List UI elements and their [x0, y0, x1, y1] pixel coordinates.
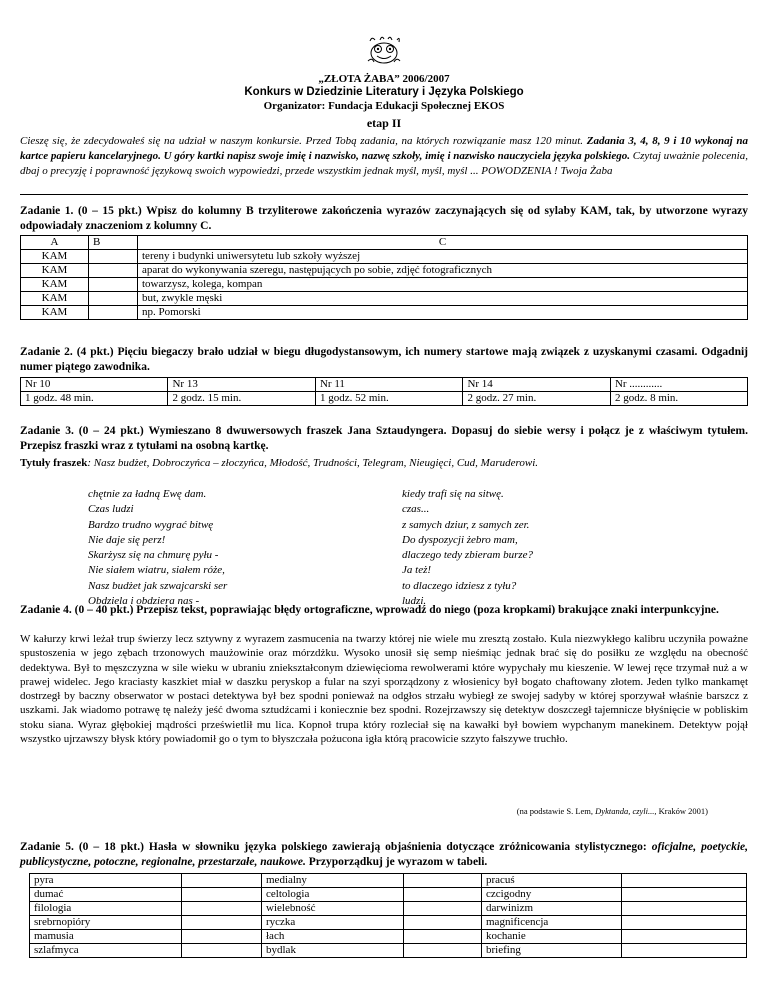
table-row: KAM aparat do wykonywania szeregu, następujących po sobie, zdjęć fotograficznych	[21, 264, 748, 278]
intro-text: Cieszę się, że zdecydowałeś się na udział w naszym konkursie. Przed Tobą zadania, na których rozwiązanie masz 120 minut. Zadania 3, 4, 8, 9 i 10 wykonaj na kartce papieru kancelaryjnego. U góry kartki napisz swoje imię i nazwisko, nazwę szkoły, imię i nazwisko nauczyciela języka polskiego. Czytaj uważnie polecenia, dbaj o precyzję i poprawność językową swoich wypowiedzi, przede wszystkim jednak myśl, myśl, myśl ... POWODZENIA ! Twoja Żaba	[20, 135, 748, 177]
answer-cell[interactable]	[182, 902, 262, 916]
list-item: kiedy trafi się na sitwę.	[402, 488, 504, 500]
list-item: Ja też!	[402, 564, 432, 577]
answer-cell[interactable]	[622, 888, 747, 902]
list-item: Skarżysz się na chmurę pyłu -	[88, 549, 219, 562]
table-row: filologia wielebność darwinizm	[30, 902, 747, 916]
col-c-header: C	[138, 236, 748, 250]
contest-subtitle: Konkurs w Dziedzinie Literatury i Języka Polskiego	[244, 86, 524, 98]
task5-table	[29, 873, 747, 958]
answer-cell[interactable]: Nr ............	[610, 378, 747, 392]
task1-table	[20, 235, 748, 320]
list-item: to dlaczego idziesz z tyłu?	[402, 579, 517, 592]
list-item: dlaczego tedy zbieram burze?	[402, 549, 534, 562]
answer-cell[interactable]	[404, 902, 482, 916]
frog-logo-icon	[362, 35, 406, 67]
contest-name: „ZŁOTA ŻABA” 2006/2007	[318, 73, 450, 85]
table-row: KAM but, zwykle męski	[21, 292, 748, 306]
answer-cell[interactable]	[404, 916, 482, 930]
table-row: Nr 10 Nr 13 Nr 11 Nr 14 Nr ............	[21, 378, 748, 392]
answer-cell[interactable]	[404, 888, 482, 902]
list-item: Nie siałem wiatru, siałem róże,	[88, 564, 225, 577]
list-item: Nasz budżet jak szwajcarski ser	[88, 579, 228, 592]
answer-cell[interactable]	[89, 292, 138, 306]
task4-heading: Zadanie 4. (0 – 40 pkt.) Przepisz tekst, poprawiając błędy ortograficzne, wprowadź do niego (poza kropkami) brakujące znaki interpunkcyjne.	[20, 604, 719, 616]
answer-cell[interactable]	[182, 930, 262, 944]
task4-source: (na podstawie S. Lem, Dyktanda, czyli..., Kraków 2001)	[516, 806, 708, 816]
answer-cell[interactable]	[182, 944, 262, 958]
list-item: Do dyspozycji żebro mam,	[402, 533, 518, 546]
task2-table	[20, 377, 748, 406]
answer-cell[interactable]	[622, 944, 747, 958]
table-row: KAM tereny i budynki uniwersytetu lub szkoły wyższej	[21, 250, 748, 264]
col-b-header: B	[89, 236, 138, 250]
list-item: Obdziela i obdziera nas -	[88, 595, 200, 608]
table-row: srebrnopióry ryczka magnificencja	[30, 916, 747, 930]
table-row: szlafmyca bydlak briefing	[30, 944, 747, 958]
answer-cell[interactable]	[89, 250, 138, 264]
list-item: Nie daje się perz!	[88, 533, 166, 546]
answer-cell[interactable]	[182, 916, 262, 930]
table-row: 1 godz. 48 min. 2 godz. 15 min. 1 godz. 52 min. 2 godz. 27 min. 2 godz. 8 min.	[21, 392, 748, 406]
task3-titles: Tytuły fraszek: Nasz budżet, Dobroczyńca – złoczyńca, Młodość, Trudności, Telegram, Nieugięci, Cud, Maruderowi.	[20, 457, 538, 469]
table-row: KAM towarzysz, kolega, kompan	[21, 278, 748, 292]
answer-cell[interactable]	[182, 888, 262, 902]
answer-cell[interactable]	[89, 278, 138, 292]
list-item: z samych dziur, z samych zer.	[402, 518, 530, 531]
organizer: Organizator: Fundacja Edukacji Społecznej EKOS	[263, 100, 505, 112]
list-item: chętnie za ładną Ewę dam.	[88, 488, 207, 500]
divider	[20, 194, 748, 195]
table-row: mamusia łach kochanie	[30, 930, 747, 944]
answer-cell[interactable]	[622, 902, 747, 916]
answer-cell[interactable]	[182, 874, 262, 888]
col-a-header: A	[21, 236, 89, 250]
list-item: ludzi.	[402, 595, 427, 608]
table-row: pyra medialny pracuś	[30, 874, 747, 888]
verses-right	[402, 487, 533, 609]
task2-heading: Zadanie 2. (4 pkt.) Pięciu biegaczy brało udział w biegu długodystansowym, ich numery startowe mają związek z uzyskanymi czasami. Odgadnij numer piątego zawodnika.	[20, 346, 748, 373]
answer-cell[interactable]	[622, 916, 747, 930]
list-item: czas...	[402, 503, 430, 516]
task3-heading: Zadanie 3. (0 – 24 pkt.) Wymieszano 8 dwuwersowych fraszek Jana Sztaudyngera. Dopasuj do siebie wersy i połącz je z właściwym tytułem. Przepisz fraszki wraz z tytułami na osobną kartkę.	[20, 425, 748, 452]
list-item: Czas ludzi	[88, 503, 134, 516]
table-row: dumać celtologia czcigodny	[30, 888, 747, 902]
answer-cell[interactable]	[622, 874, 747, 888]
answer-cell[interactable]	[404, 874, 482, 888]
answer-cell[interactable]	[89, 306, 138, 320]
answer-cell[interactable]	[622, 930, 747, 944]
verses-left	[88, 487, 227, 609]
answer-cell[interactable]	[89, 264, 138, 278]
task4-text: W kałurzy krwi leżał trup świerzy lecz sztywny z wyrazem zasmucenia na twarzy której nie wiele mu zresztą zostało. Kula niezwykłego kalibru uczyniła poważne spustoszenia w jego zębach trzonowych maużowinie oraz mórzdżku. Wysoko unosił się semp nieśmiąc jednak brać się do posiłku ze względu na obecność dedektywa. Był to męszczyzna w sile wieku w ubraniu zniekształconym dziewięcioma rewolwerami które wypychały mu kieszenie. W lewej ręce trzymał nuż a w prawej widelec. Jego kraciasty kaszkiet miał w daszku peryskop a fular na szyi sporządzony z włosienicy był bogato chaftowany złotem. Jeden tylko mankamęt dostrzegł by baczny obserwator w postaci detektywa był bez spodni ponieważ na odgłos strzału wybiegł ze swojej sadyby w której sporzywał właśnie barszcz z uszkami. Jak wiadomo potrawę tę należy jeść dwoma sztudźcami i koniecznie bez spodni. Rozejrzawszy się detektyw doszczegł tajemnicze błyśnięcie w pobliskim stoku siana. Wyraz głębokiej mądrości prześwietlił mu lica. Kopnoł trupa który rozleciał się na kawałki był bowiem wypchanym manekinem. Detektyw pojął wszystko ujrzawszy błysk który powiadomił go o tym to błyszczała pożucona igła którą pracowicie szzyto fałszywe truchło.	[20, 633, 748, 746]
answer-cell[interactable]	[404, 930, 482, 944]
task1-heading: Zadanie 1. (0 – 15 pkt.) Wpisz do kolumny B trzyliterowe zakończenia wyrazów zaczynających się od sylaby KAM, tak, by utworzone wyrazy odpowiadały znaczeniom z kolumny C.	[20, 205, 748, 232]
answer-cell[interactable]	[404, 944, 482, 958]
list-item: Bardzo trudno wygrać bitwę	[88, 518, 214, 531]
task5-heading: Zadanie 5. (0 – 18 pkt.) Hasła w słowniku języka polskiego zawierają objaśnienia dotyczące zróżnicowania stylistycznego: oficjalne, poetyckie, publicystyczne, potoczne, regionalne, przestarzałe, naukowe. Przyporządkuj je wyrazom w tabeli.	[20, 841, 748, 868]
table-row: KAM np. Pomorski	[21, 306, 748, 320]
stage: etap II	[366, 116, 402, 130]
